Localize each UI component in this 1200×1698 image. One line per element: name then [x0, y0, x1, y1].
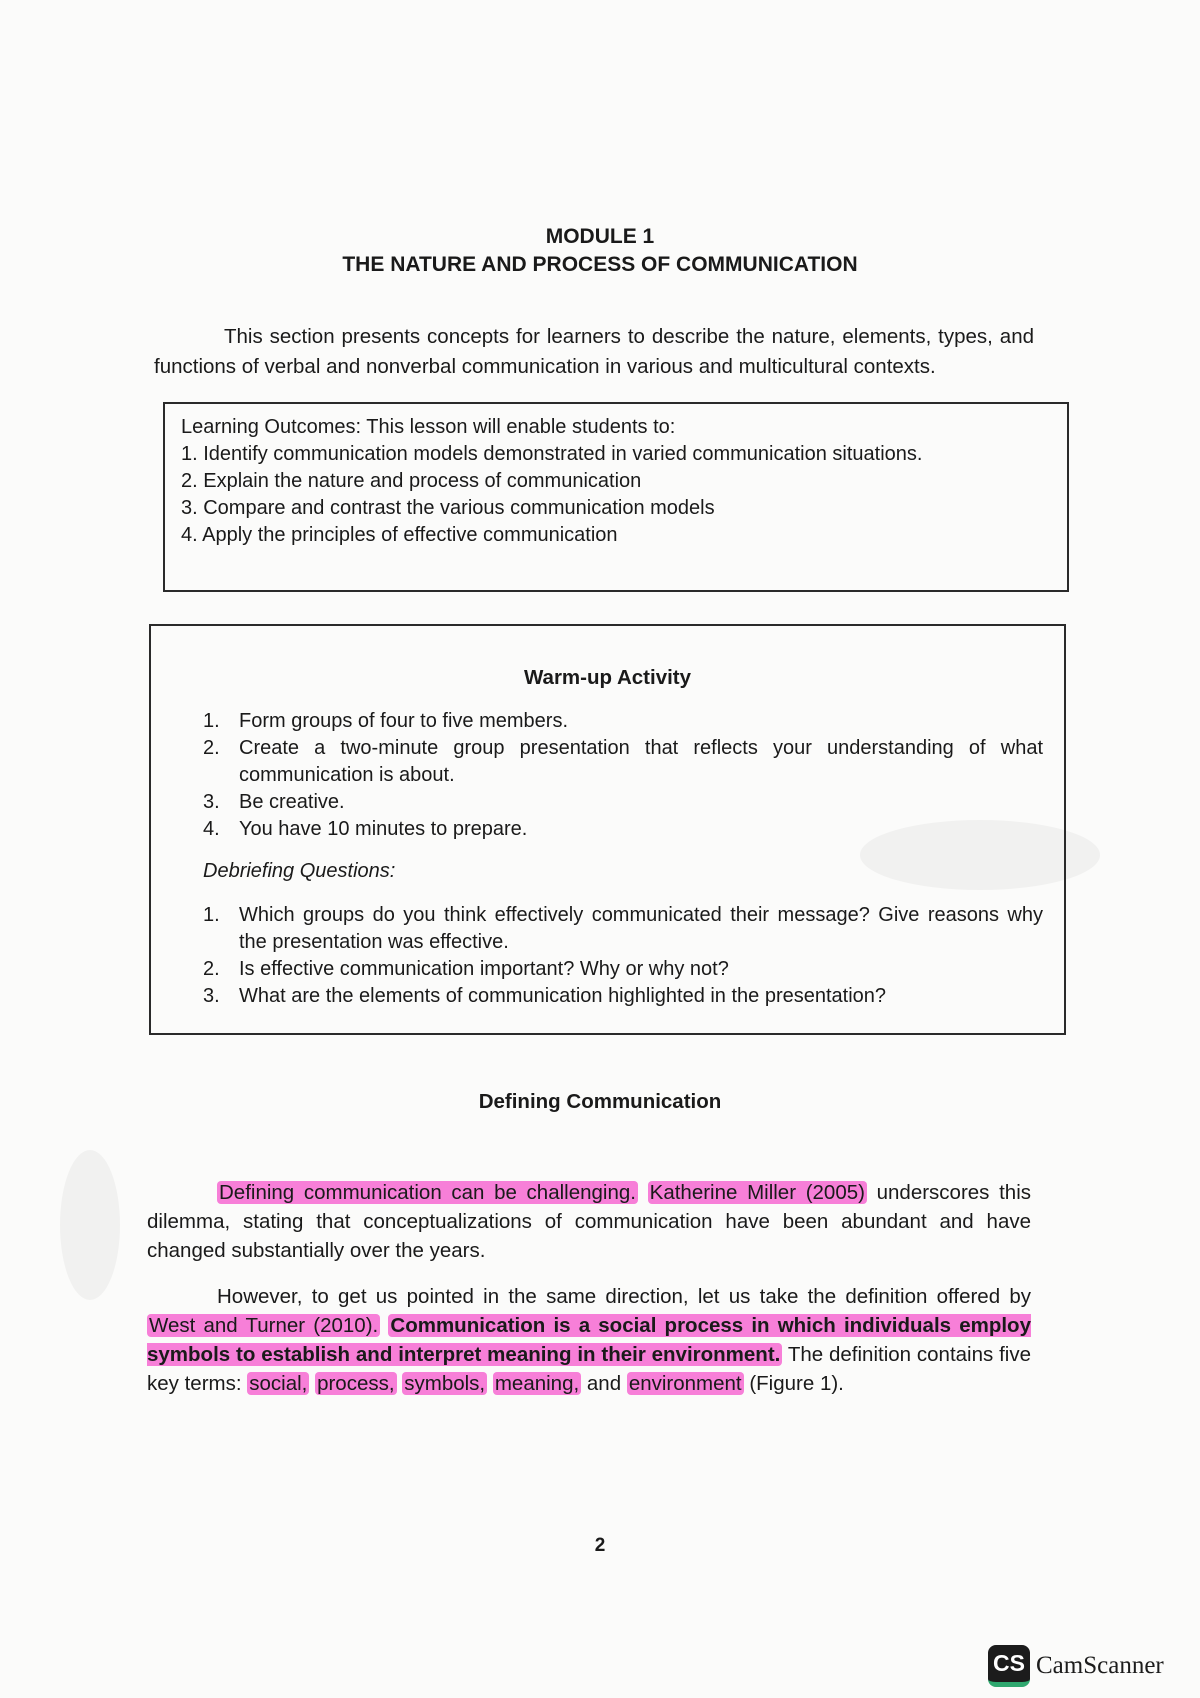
- highlight: meaning,: [494, 1372, 580, 1395]
- learning-outcome-item: 2. Explain the nature and process of communication: [181, 470, 642, 492]
- learning-outcome-item: 1. Identify communication models demonstrated in varied communication situations.: [181, 443, 923, 465]
- intro-paragraph: This section presents concepts for learners to describe the nature, elements, types, and functions of verbal and nonverbal communication in various and multicultural contexts.: [154, 325, 1034, 378]
- list-item: 2. Is effective communication important? Why or why not?: [203, 958, 729, 980]
- warmup-title: Warm-up Activity: [523, 666, 692, 689]
- module-title: THE NATURE AND PROCESS OF COMMUNICATION: [342, 253, 858, 276]
- highlight: symbols,: [404, 1372, 486, 1395]
- section-heading: Defining Communication: [478, 1090, 722, 1113]
- list-item: 2. Create a two-minute group presentation that reflects your understanding of what communication is about.: [203, 737, 1043, 786]
- list-item: 4. You have 10 minutes to prepare.: [203, 818, 528, 840]
- camscanner-name: CamScanner: [1036, 1652, 1164, 1679]
- warmup-activity-box: [149, 624, 1066, 1035]
- defining-paragraph-2: However, to get us pointed in the same direction, let us take the definition offered by West and Turner (2010). Communication is a social process in which individuals employ symbols to establish and interpret meaning in their environment. The definition contains five key terms: social, process, symbols, meaning, and environment (Figure 1).: [147, 1285, 1032, 1395]
- camscanner-logo-icon: CS: [988, 1645, 1030, 1687]
- highlight: social,: [249, 1372, 308, 1395]
- highlight-definition: Communication is a social process in which individuals employ symbols to establish and interpret meaning in their environment.: [147, 1314, 1031, 1366]
- highlight: West and Turner (2010).: [149, 1314, 379, 1337]
- list-item: 1. Form groups of four to five members.: [203, 710, 569, 732]
- highlight: Defining communication can be challenging.: [219, 1181, 636, 1204]
- debriefing-label: Debriefing Questions:: [203, 860, 396, 882]
- camscanner-watermark: [988, 1645, 1164, 1687]
- warmup-list: [203, 708, 1043, 843]
- highlight: environment: [628, 1372, 742, 1395]
- list-item: 3. What are the elements of communication highlighted in the presentation?: [203, 985, 887, 1007]
- highlight: process,: [317, 1372, 395, 1395]
- highlight: Katherine Miller (2005): [649, 1181, 865, 1204]
- learning-outcomes-heading: Learning Outcomes: This lesson will enable students to:: [181, 416, 676, 438]
- module-label: MODULE 1: [545, 225, 655, 248]
- learning-outcome-item: 4. Apply the principles of effective communication: [181, 524, 618, 546]
- list-item: 3. Be creative.: [203, 791, 345, 813]
- list-item: 1. Which groups do you think effectively communicated their message? Give reasons why the presentation was effective.: [203, 904, 1043, 953]
- debriefing-list: [203, 902, 1043, 1010]
- defining-paragraph-1: Defining communication can be challenging. Katherine Miller (2005) underscores this dilemma, stating that conceptualizations of communication have been abundant and have changed substantially over the years.: [147, 1181, 1031, 1262]
- learning-outcome-item: 3. Compare and contrast the various communication models: [181, 497, 715, 519]
- page-number: 2: [594, 1535, 606, 1556]
- scan-smudge: [60, 1150, 120, 1300]
- learning-outcomes-box: [163, 402, 1069, 592]
